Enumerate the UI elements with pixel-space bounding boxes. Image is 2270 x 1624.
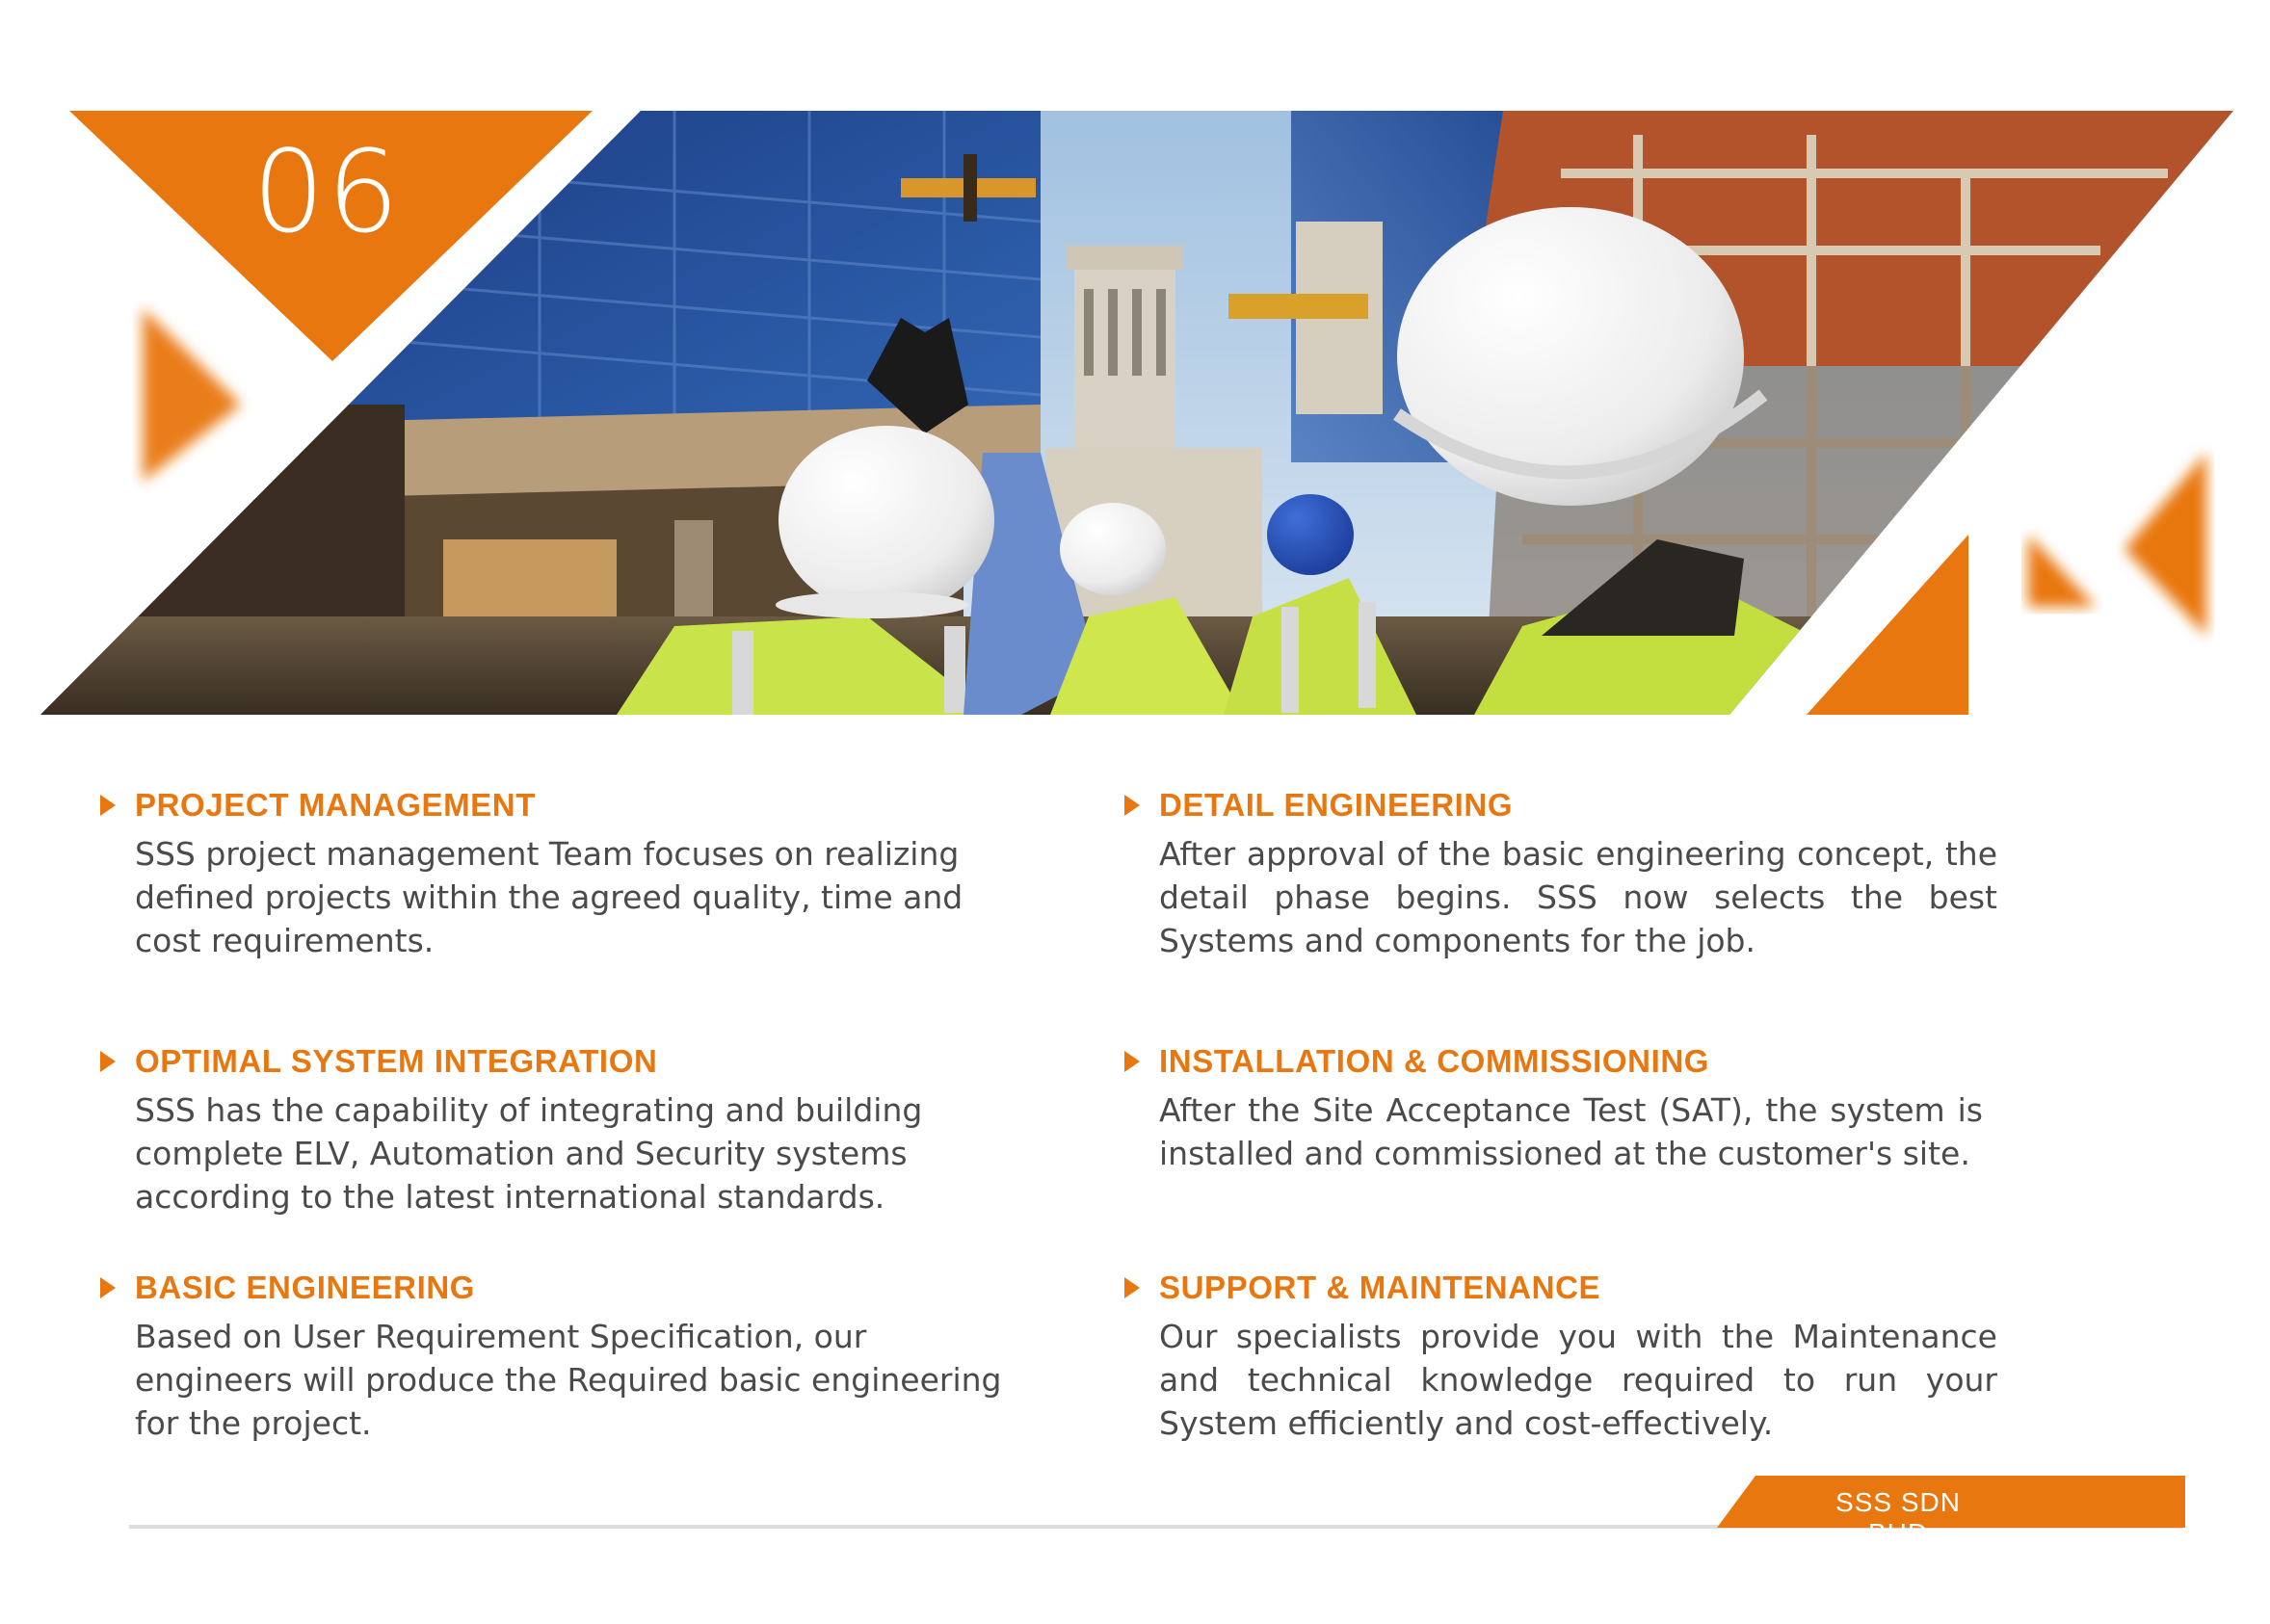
arrow-fragment-icon bbox=[2028, 535, 2096, 607]
section-body: SSS project management Team focuses on realizing defined projects within the agreed quality, time and cost requirements. bbox=[135, 835, 963, 959]
construction-site-photo bbox=[0, 0, 2270, 732]
section-title: BASIC ENGINEERING bbox=[135, 1270, 476, 1305]
page-number: 06 bbox=[252, 125, 402, 258]
section-body: SSS has the capability of integrating and building complete ELV, Automation and Security systems according to the latest international standards. bbox=[135, 1091, 923, 1216]
arrow-right-icon bbox=[143, 308, 241, 482]
hero-banner bbox=[0, 0, 2270, 732]
section-heading bbox=[1121, 1040, 2036, 1083]
triangle-bullet-icon bbox=[1124, 795, 1140, 816]
section-heading bbox=[96, 1040, 1012, 1083]
triangle-bullet-icon bbox=[100, 1051, 116, 1072]
section-title: OPTIMAL SYSTEM INTEGRATION bbox=[135, 1043, 658, 1079]
section-body: After the Site Acceptance Test (SAT), the system is installed and commissioned at the customer's site. bbox=[1159, 1091, 1983, 1172]
section-title: INSTALLATION & COMMISSIONING bbox=[1159, 1043, 1710, 1079]
section-installation-commissioning bbox=[1121, 1040, 2036, 1175]
triangle-bullet-icon bbox=[1124, 1051, 1140, 1072]
section-body: Our specialists provide you with the Maintenance and technical knowledge required to run your System efficiently and cost-effectively. bbox=[1159, 1318, 1997, 1442]
triangle-bullet-icon bbox=[100, 1277, 116, 1298]
footer-company-name: SSS SDN BHD bbox=[1835, 1487, 1961, 1548]
section-title: PROJECT MANAGEMENT bbox=[135, 787, 536, 823]
section-body: After approval of the basic engineering concept, the detail phase begins. SSS now selects the best Systems and components for the job. bbox=[1159, 835, 1997, 959]
section-project-management bbox=[96, 784, 1012, 962]
section-basic-engineering bbox=[96, 1267, 1012, 1445]
section-heading bbox=[1121, 784, 2036, 826]
triangle-bullet-icon bbox=[1124, 1277, 1140, 1298]
section-heading bbox=[96, 784, 1012, 826]
arrow-left-icon bbox=[2125, 453, 2206, 636]
section-detail-engineering bbox=[1121, 784, 2036, 962]
section-body: Based on User Requirement Specification, our engineers will produce the Required basic engineering for the project. bbox=[135, 1318, 1002, 1442]
section-title: SUPPORT & MAINTENANCE bbox=[1159, 1270, 1601, 1305]
section-title: DETAIL ENGINEERING bbox=[1159, 787, 1514, 823]
section-support-maintenance bbox=[1121, 1267, 2036, 1445]
section-optimal-system-integration bbox=[96, 1040, 1012, 1218]
section-heading bbox=[96, 1267, 1012, 1309]
triangle-bullet-icon bbox=[100, 795, 116, 816]
section-heading bbox=[1121, 1267, 2036, 1309]
